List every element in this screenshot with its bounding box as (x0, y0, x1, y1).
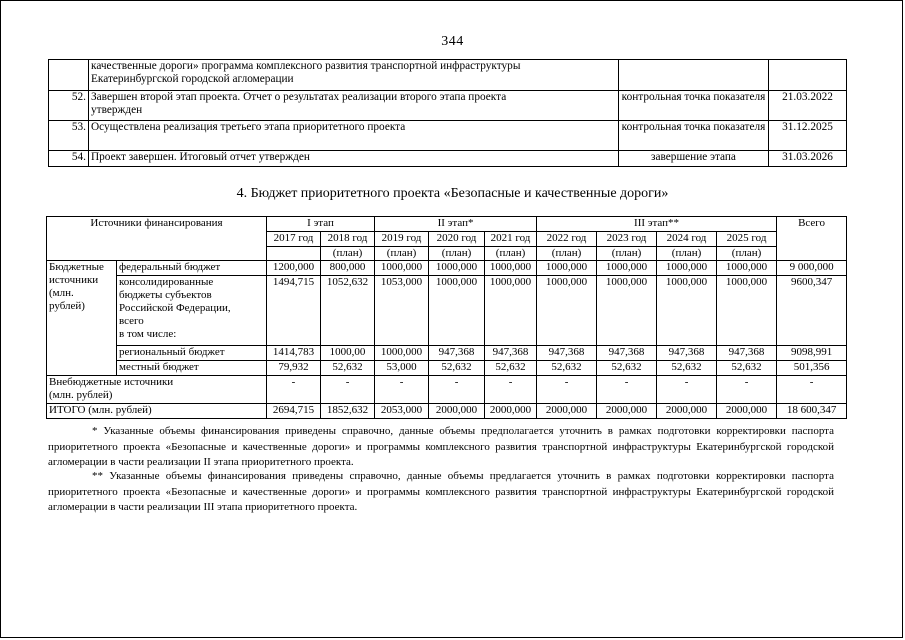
itogo-row (47, 404, 847, 419)
cell-value: - (429, 376, 485, 404)
table-row (49, 60, 847, 91)
plan-label: (план) (657, 247, 717, 261)
row-number (49, 60, 89, 91)
year-header: 2025 год (717, 232, 777, 247)
page-number: 344 (441, 34, 464, 49)
cell-value: 1000,000 (485, 276, 537, 346)
section-title: 4. Бюджет приоритетного проекта «Безопасные и качественные дороги» (236, 186, 669, 201)
group-label-line: рублей) (49, 300, 85, 312)
row-type (619, 60, 769, 91)
stage1-header: I этап (267, 217, 375, 232)
year-header: 2022 год (537, 232, 597, 247)
cell-value: 1000,000 (657, 261, 717, 276)
header-row (47, 217, 847, 232)
row-text-line: Проект завершен. Итоговый отчет утвержден (91, 151, 310, 163)
cell-value: 1200,000 (267, 261, 321, 276)
row-label (47, 376, 267, 404)
cell-value: 2000,000 (597, 404, 657, 419)
row-text (89, 151, 619, 167)
cell-value: 52,632 (717, 361, 777, 376)
cell-value: 800,000 (321, 261, 375, 276)
row-label-line: консолидированные (119, 276, 214, 288)
cell-value: - (657, 376, 717, 404)
row-text-line: утвержден (91, 104, 143, 116)
cell-total: 9 000,000 (777, 261, 847, 276)
year-header: 2020 год (429, 232, 485, 247)
cell-value: - (717, 376, 777, 404)
milestones-table (48, 59, 847, 167)
row-date: 31.12.2025 (769, 121, 847, 151)
cell-value: 1000,000 (717, 261, 777, 276)
year-header: 2019 год (375, 232, 429, 247)
cell-value: 1000,000 (375, 261, 429, 276)
cell-total: 9600,347 (777, 276, 847, 346)
cell-value: 79,932 (267, 361, 321, 376)
row-text (89, 121, 619, 151)
year-header: 2021 год (485, 232, 537, 247)
cell-value: - (485, 376, 537, 404)
group-label-line: Бюджетные (49, 261, 104, 273)
row-label: федеральный бюджет (117, 261, 267, 276)
cell-value: 2000,000 (429, 404, 485, 419)
cell-value: 1000,000 (375, 346, 429, 361)
table-row (49, 91, 847, 121)
cell-value: 53,000 (375, 361, 429, 376)
row-label: ИТОГО (млн. рублей) (47, 404, 267, 419)
table-row (47, 276, 847, 346)
plan-label (267, 247, 321, 261)
cell-value: 947,368 (717, 346, 777, 361)
cell-total: 18 600,347 (777, 404, 847, 419)
table-row (47, 261, 847, 276)
plan-label: (план) (537, 247, 597, 261)
cell-value: 947,368 (657, 346, 717, 361)
plan-label: (план) (597, 247, 657, 261)
cell-value: 52,632 (485, 361, 537, 376)
row-number: 53. (49, 121, 89, 151)
row-text (89, 91, 619, 121)
cell-value: - (267, 376, 321, 404)
row-label: региональный бюджет (117, 346, 267, 361)
table-row (47, 361, 847, 376)
cell-value: 1000,000 (717, 276, 777, 346)
row-label-line: в том числе: (119, 328, 177, 340)
row-label-line: Внебюджетные источники (49, 376, 174, 388)
row-text (89, 60, 619, 91)
row-date (769, 60, 847, 91)
plan-label: (план) (375, 247, 429, 261)
cell-value: 1000,000 (537, 261, 597, 276)
budget-table (46, 216, 847, 419)
row-label-line: (млн. рублей) (49, 389, 113, 401)
total-header: Всего (777, 217, 847, 261)
cell-value: 2694,715 (267, 404, 321, 419)
cell-value: 1852,632 (321, 404, 375, 419)
cell-value: 2000,000 (485, 404, 537, 419)
cell-value: 2000,000 (717, 404, 777, 419)
group-label-line: (млн. (49, 287, 74, 299)
cell-value: 1052,632 (321, 276, 375, 346)
row-label-line: бюджеты субъектов (119, 289, 212, 301)
row-text-line: Завершен второй этап проекта. Отчет о результатах реализации второго этапа проекта (91, 91, 507, 103)
cell-value: 52,632 (537, 361, 597, 376)
stage2-header: II этап* (375, 217, 537, 232)
group-label (47, 261, 117, 376)
cell-value: 1000,000 (597, 276, 657, 346)
table-row (49, 151, 847, 167)
year-header: 2024 год (657, 232, 717, 247)
year-header: 2023 год (597, 232, 657, 247)
cell-value: 947,368 (597, 346, 657, 361)
row-text-line: Екатеринбургской городской агломерации (91, 73, 294, 85)
cell-total: 9098,991 (777, 346, 847, 361)
cell-value: 1053,000 (375, 276, 429, 346)
cell-value: 1494,715 (267, 276, 321, 346)
table-row (47, 346, 847, 361)
table-row (49, 121, 847, 151)
cell-value: 2000,000 (657, 404, 717, 419)
cell-value: 1000,000 (429, 261, 485, 276)
row-type: контрольная точка показателя (619, 121, 769, 151)
cell-value: - (321, 376, 375, 404)
cell-value: 947,368 (429, 346, 485, 361)
cell-value: - (597, 376, 657, 404)
cell-value: - (375, 376, 429, 404)
row-number: 52. (49, 91, 89, 121)
footnote-stage3: ** Указанные объемы финансирования приведены справочно, данные объемы предлагается уточнить в рамках подготовки корректировки паспорта приоритетного проекта «Безопасные и качественные дороги» и программы комплексного развития транспортной инфраструктуры Екатеринбургской городской агломерации в части реализации III этапа приоритетного проекта. (48, 470, 834, 513)
cell-value: 2000,000 (537, 404, 597, 419)
cell-value: 1000,000 (429, 276, 485, 346)
table-row (47, 376, 847, 404)
cell-value: 52,632 (429, 361, 485, 376)
sources-header: Источники финансирования (47, 217, 267, 261)
cell-value: 1414,783 (267, 346, 321, 361)
row-label (117, 276, 267, 346)
cell-value: - (537, 376, 597, 404)
row-label-line: всего (119, 315, 144, 327)
cell-value: 2053,000 (375, 404, 429, 419)
cell-total: - (777, 376, 847, 404)
cell-value: 1000,000 (537, 276, 597, 346)
year-header: 2017 год (267, 232, 321, 247)
cell-value: 52,632 (321, 361, 375, 376)
row-text-line: Осуществлена реализация третьего этапа приоритетного проекта (91, 121, 406, 133)
row-type: контрольная точка показателя (619, 91, 769, 121)
row-date: 21.03.2022 (769, 91, 847, 121)
year-header: 2018 год (321, 232, 375, 247)
plan-label: (план) (429, 247, 485, 261)
plan-label: (план) (717, 247, 777, 261)
cell-total: 501,356 (777, 361, 847, 376)
stage3-header: III этап** (537, 217, 777, 232)
cell-value: 947,368 (485, 346, 537, 361)
row-label-line: Российской Федерации, (119, 302, 231, 314)
plan-label: (план) (321, 247, 375, 261)
row-number: 54. (49, 151, 89, 167)
cell-value: 947,368 (537, 346, 597, 361)
cell-value: 1000,00 (321, 346, 375, 361)
group-label-line: источники (49, 274, 99, 286)
cell-value: 52,632 (657, 361, 717, 376)
row-text-line: качественные дороги» программа комплексного развития транспортной инфраструктуры (91, 60, 521, 72)
cell-value: 1000,000 (657, 276, 717, 346)
row-label: местный бюджет (117, 361, 267, 376)
plan-label: (план) (485, 247, 537, 261)
cell-value: 52,632 (597, 361, 657, 376)
row-date: 31.03.2026 (769, 151, 847, 167)
cell-value: 1000,000 (485, 261, 537, 276)
footnote-stage2: * Указанные объемы финансирования приведены справочно, данные объемы предполагается уточнить в рамках подготовки корректировки паспорта приоритетного проекта «Безопасные и качественные дороги» и программы комплексного развития транспортной инфраструктуры Екатеринбургской городской агломерации в части реализации II этапа приоритетного проекта. (48, 425, 834, 468)
row-type: завершение этапа (619, 151, 769, 167)
cell-value: 1000,000 (597, 261, 657, 276)
